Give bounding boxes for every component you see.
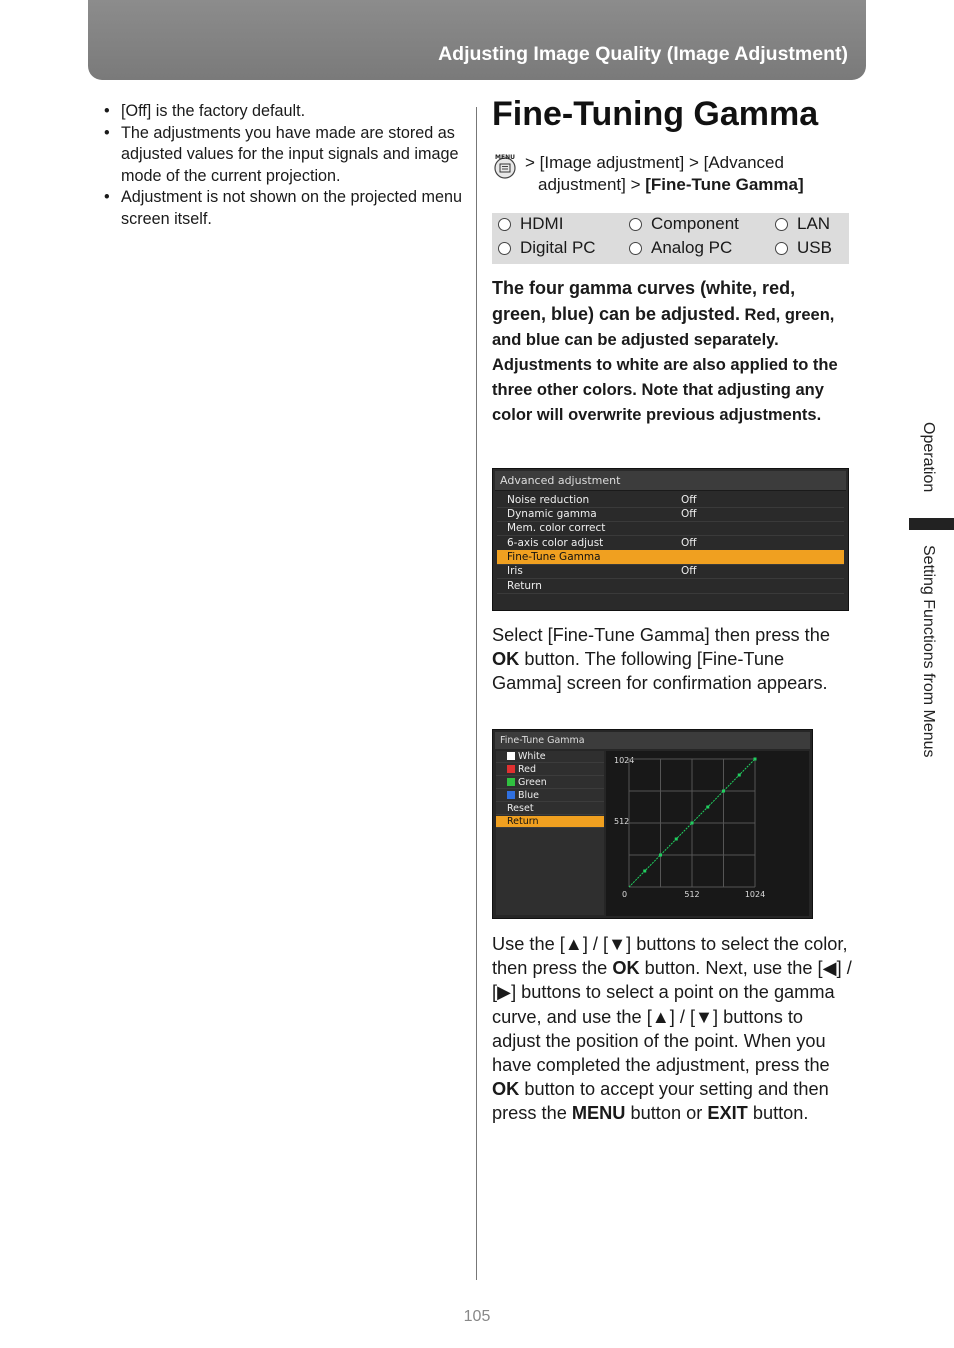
up-arrow-icon: ▲ <box>564 934 583 954</box>
input-label: Digital PC <box>520 238 596 257</box>
x-tick-label: 512 <box>684 890 700 899</box>
ok-label: OK <box>492 1079 520 1100</box>
input-label: USB <box>797 238 832 257</box>
color-item-blue <box>496 790 604 802</box>
section-title: Fine-Tuning Gamma <box>492 95 819 133</box>
note-item: • Adjustment is not shown on the projected menu screen itself. <box>104 187 464 230</box>
gamma-point[interactable] <box>738 774 741 777</box>
menu-row-label: Mem. color correct <box>507 522 606 534</box>
menu-row-label: Dynamic gamma <box>507 508 597 520</box>
input-digital-pc <box>498 237 596 259</box>
text-run: button or <box>625 1103 708 1124</box>
menu-row-label: 6-axis color adjust <box>507 537 604 549</box>
select-instruction <box>492 623 852 696</box>
path-target: [Fine-Tune Gamma] <box>645 175 804 194</box>
input-label: LAN <box>797 214 831 233</box>
header-title: Adjusting Image Quality (Image Adjustment) <box>438 43 848 65</box>
menu-row-label: Iris <box>507 565 523 577</box>
screen-title: Fine-Tune Gamma <box>495 732 810 749</box>
circle-icon <box>498 242 511 255</box>
return-item-selected <box>496 816 604 828</box>
input-label: HDMI <box>520 214 564 233</box>
y-tick-label: 512 <box>614 817 630 826</box>
down-arrow-icon: ▼ <box>695 1006 714 1027</box>
text-run: ] buttons to select a point on the gamma curve, and use the [ <box>492 982 835 1027</box>
green-swatch-icon <box>507 778 515 786</box>
menu-row <box>497 493 844 508</box>
input-compatibility-box <box>492 213 849 264</box>
menu-label: MENU <box>571 1103 626 1124</box>
input-lan <box>775 213 830 235</box>
gamma-point[interactable] <box>675 838 678 841</box>
gamma-point[interactable] <box>706 806 709 809</box>
ok-label: OK <box>612 958 640 979</box>
input-label: Analog PC <box>651 238 733 257</box>
red-swatch-icon <box>507 765 515 773</box>
left-arrow-icon: ◀ <box>822 958 837 979</box>
page-number: 105 <box>463 1308 491 1325</box>
screen-title: Advanced adjustment <box>495 471 846 491</box>
circle-icon <box>775 218 788 231</box>
down-arrow-icon: ▼ <box>608 934 627 954</box>
side-tab-setting-functions: Setting Functions from Menus <box>920 545 937 758</box>
note-item: • The adjustments you have made are stored as adjusted values for the input signals and image mode of the current projection. <box>104 123 464 188</box>
text-run: ] / [ <box>492 958 852 1003</box>
input-component <box>629 213 739 235</box>
gamma-point[interactable] <box>691 822 694 825</box>
menu-row-label: Noise reduction <box>507 494 590 506</box>
white-swatch-icon <box>507 752 515 760</box>
menu-row <box>497 564 844 579</box>
color-item-label: White <box>518 751 546 762</box>
text-run: button. Next, use the [ <box>639 958 823 979</box>
advanced-adjustment-screenshot <box>492 468 849 611</box>
menu-row <box>497 536 844 551</box>
text-run: Select [Fine-Tune Gamma] then press the <box>492 625 830 645</box>
circle-icon <box>629 242 642 255</box>
x-tick-label: 1024 <box>744 890 766 899</box>
page-header <box>88 0 866 80</box>
menu-row <box>497 507 844 522</box>
side-tab-marker <box>909 518 954 530</box>
ok-label: OK <box>492 649 520 670</box>
input-analog-pc <box>629 237 732 259</box>
menu-row-selected <box>497 550 844 565</box>
menu-row-value: Off <box>681 537 697 549</box>
intro-text <box>492 276 848 428</box>
input-label: Component <box>651 214 739 233</box>
menu-path <box>492 152 852 196</box>
text-run: Use the [ <box>492 934 565 954</box>
color-item-label: Green <box>518 777 547 788</box>
color-list <box>496 751 604 915</box>
color-item-white <box>496 751 604 763</box>
text-run: button. <box>747 1103 809 1124</box>
menu-row-value: Off <box>681 494 697 506</box>
menu-row-value: Off <box>681 565 697 577</box>
text-run: ] buttons to select the color, then press the <box>492 934 848 979</box>
item-label: Reset <box>507 803 534 814</box>
item-label: Return <box>507 816 539 827</box>
up-arrow-icon: ▲ <box>651 1006 670 1027</box>
exit-label: EXIT <box>707 1103 748 1124</box>
menu-row-label: Return <box>507 580 542 592</box>
gamma-point[interactable] <box>659 854 662 857</box>
notes-list <box>104 101 464 230</box>
circle-icon <box>775 242 788 255</box>
color-item-label: Red <box>518 764 537 775</box>
menu-row-label: Fine-Tune Gamma <box>507 551 601 563</box>
text-run: ] buttons to adjust the position of the point. When you have completed the adjustment, press the <box>492 1006 830 1076</box>
color-item-red <box>496 764 604 776</box>
gamma-curve-svg <box>606 751 809 916</box>
blue-swatch-icon <box>507 791 515 799</box>
gamma-point[interactable] <box>643 870 646 873</box>
input-usb <box>775 237 832 259</box>
y-tick-label: 0 <box>622 890 628 899</box>
path-line2: adjustment] > <box>538 175 646 194</box>
circle-icon <box>629 218 642 231</box>
input-hdmi <box>498 213 563 235</box>
fine-tune-gamma-screenshot <box>492 729 813 919</box>
path-line1: > [Image adjustment] > [Advanced <box>525 153 784 172</box>
text-run: ] / [ <box>582 934 609 954</box>
intro-detail: Red, green, and blue can be adjusted separately. Adjustments to white are also applied to the three other colors. Note that adjusting any color will overwrite previous adjustments. <box>492 306 838 424</box>
color-item-green <box>496 777 604 789</box>
column-divider <box>476 107 477 1280</box>
intro-heading: The four gamma curves (white, red, green, blue) can be adjusted. <box>492 278 796 324</box>
menu-row <box>497 521 844 536</box>
side-tab-operation: Operation <box>920 422 937 493</box>
gamma-point[interactable] <box>754 758 757 761</box>
gamma-curve-chart <box>606 751 809 916</box>
gamma-point[interactable] <box>722 790 725 793</box>
text-run: button. The following [Fine-Tune Gamma] screen for confirmation appears. <box>492 649 828 694</box>
text-run: ] / [ <box>669 1006 696 1027</box>
circle-icon <box>498 218 511 231</box>
reset-item <box>496 803 604 815</box>
note-item: • [Off] is the factory default. <box>104 101 464 123</box>
text-run: button to accept your setting and then press the <box>492 1079 829 1124</box>
color-item-label: Blue <box>518 790 540 801</box>
menu-row-value: Off <box>681 508 697 520</box>
menu-icon-label: MENU <box>495 154 515 161</box>
menu-row <box>497 579 844 594</box>
adjust-instruction <box>492 932 852 1126</box>
menu-button-icon <box>492 153 518 179</box>
right-arrow-icon: ▶ <box>497 982 512 1003</box>
y-tick-label: 1024 <box>614 756 635 765</box>
